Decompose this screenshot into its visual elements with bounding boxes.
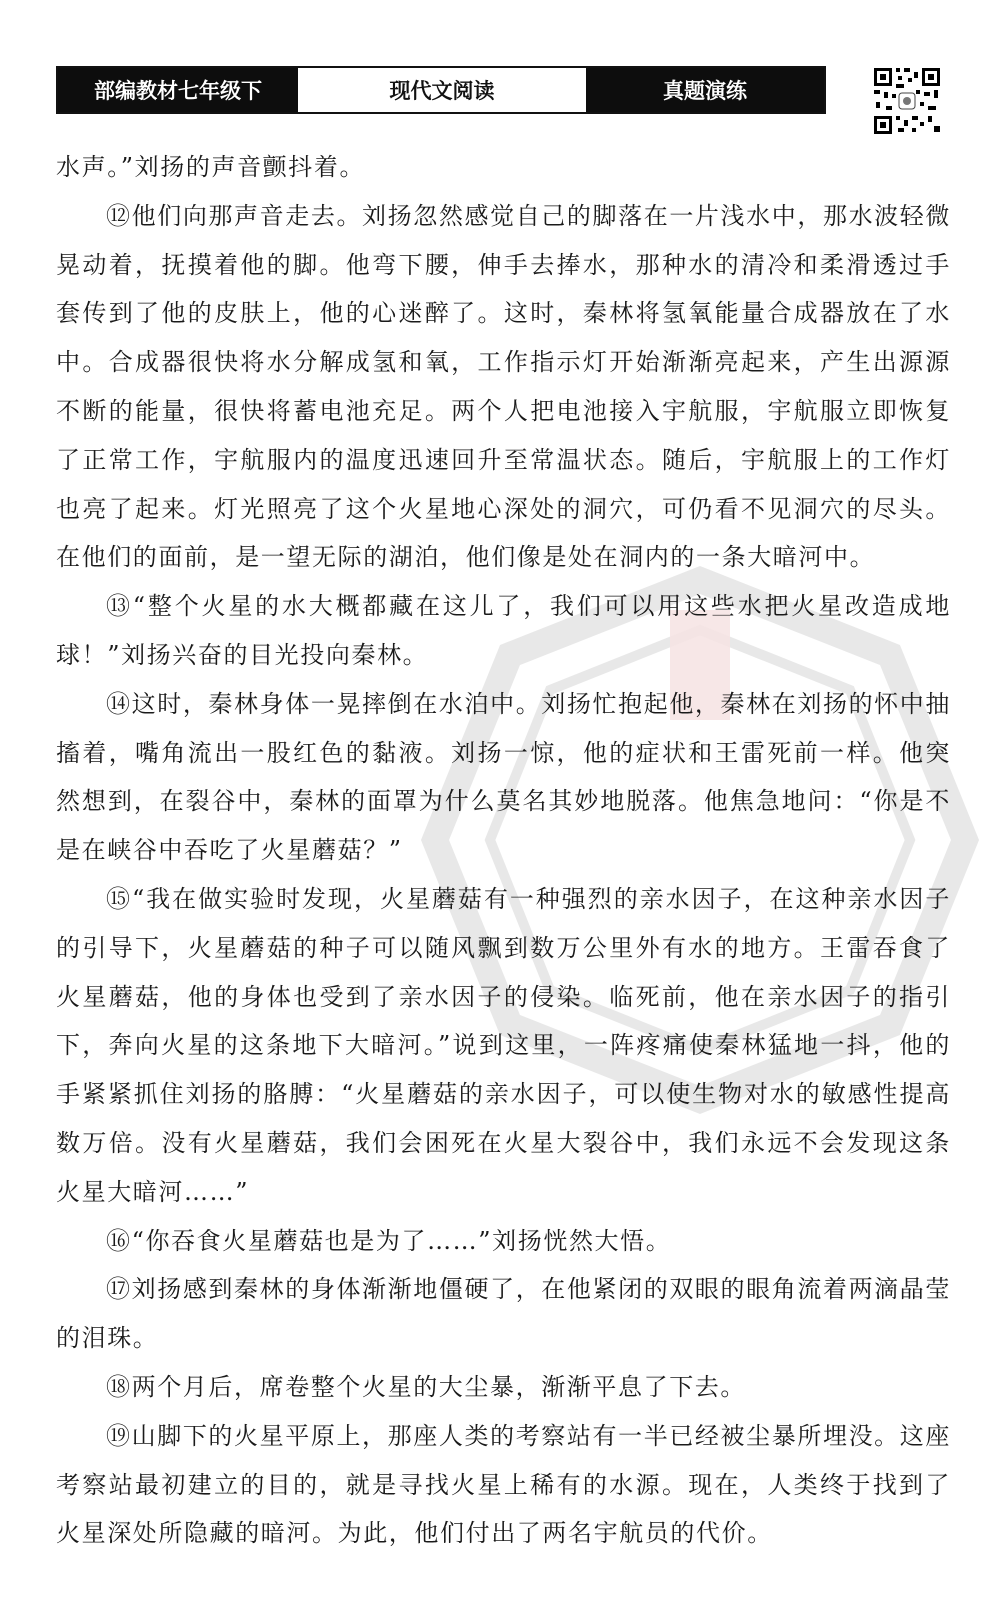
- header-exercise-label: 真题演练: [586, 68, 824, 112]
- paragraph: ⑭这时，秦林身体一晃摔倒在水泊中。刘扬忙抱起他，秦林在刘扬的怀中抽搐着，嘴角流出一股红色的黏液。刘扬一惊，他的症状和王雷死前一样。他突然想到，在裂谷中，秦林的面罩为什么莫名其妙地脱落。他焦急地问：“你是不是在峡谷中吞吃了火星蘑菇？”: [56, 689, 951, 865]
- paragraph: ⑲山脚下的火星平原上，那座人类的考察站有一半已经被尘暴所埋没。这座考察站最初建立的目的，就是寻找火星上稀有的水源。现在，人类终于找到了火星深处所隐藏的暗河。为此，他们付出了两名宇航员的代价。: [56, 1421, 951, 1548]
- page-header-bar: [56, 66, 826, 114]
- header-section-title: 现代文阅读: [298, 68, 586, 112]
- paragraph: ⑰刘扬感到秦林的身体渐渐地僵硬了，在他紧闭的双眼的眼角流着两滴晶莹的泪珠。: [56, 1275, 951, 1353]
- paragraph: ⑮“我在做实验时发现，火星蘑菇有一种强烈的亲水因子，在这种亲水因子的引导下，火星蘑菇的种子可以随风飘到数万公里外有水的地方。王雷吞食了火星蘑菇，他的身体也受到了亲水因子的侵染。临死前，他在亲水因子的指引下，奔向火星的这条地下大暗河。”说到这里，一阵疼痛使秦林猛地一抖，他的手紧紧抓住刘扬的胳膊：“火星蘑菇的亲水因子，可以使生物对水的敏感性提高数万倍。没有火星蘑菇，我们会困死在火星大裂谷中，我们永远不会发现这条火星大暗河……”: [56, 884, 951, 1206]
- paragraph: ⑯“你吞食火星蘑菇也是为了……”刘扬恍然大悟。: [106, 1226, 672, 1255]
- paragraph: ⑬“整个火星的水大概都藏在这儿了，我们可以用这些水把火星改造成地球！”刘扬兴奋的目光投向秦林。: [56, 592, 951, 669]
- paragraph: 水声。”刘扬的声音颤抖着。: [56, 153, 366, 181]
- paragraph: ⑱两个月后，席卷整个火星的大尘暴，渐渐平息了下去。: [106, 1372, 746, 1401]
- qr-code-icon: [872, 66, 942, 136]
- article-body: [56, 143, 951, 1558]
- paragraph: ⑫他们向那声音走去。刘扬忽然感觉自己的脚落在一片浅水中，那水波轻微晃动着，抚摸着他的脚。他弯下腰，伸手去捧水，那种水的清冷和柔滑透过手套传到了他的皮肤上，他的心迷醉了。这时，秦林将氢氧能量合成器放在了水中。合成器很快将水分解成氢和氧，工作指示灯开始渐渐亮起来，产生出源源不断的能量，很快将蓄电池充足。两个人把电池接入宇航服，宇航服立即恢复了正常工作，宇航服内的温度迅速回升至常温状态。随后，宇航服上的工作灯也亮了起来。灯光照亮了这个火星地心深处的洞穴，可仍看不见洞穴的尽头。在他们的面前，是一望无际的湖泊，他们像是处在洞内的一条大暗河中。: [56, 201, 951, 572]
- header-grade-label: 部编教材七年级下: [58, 68, 298, 112]
